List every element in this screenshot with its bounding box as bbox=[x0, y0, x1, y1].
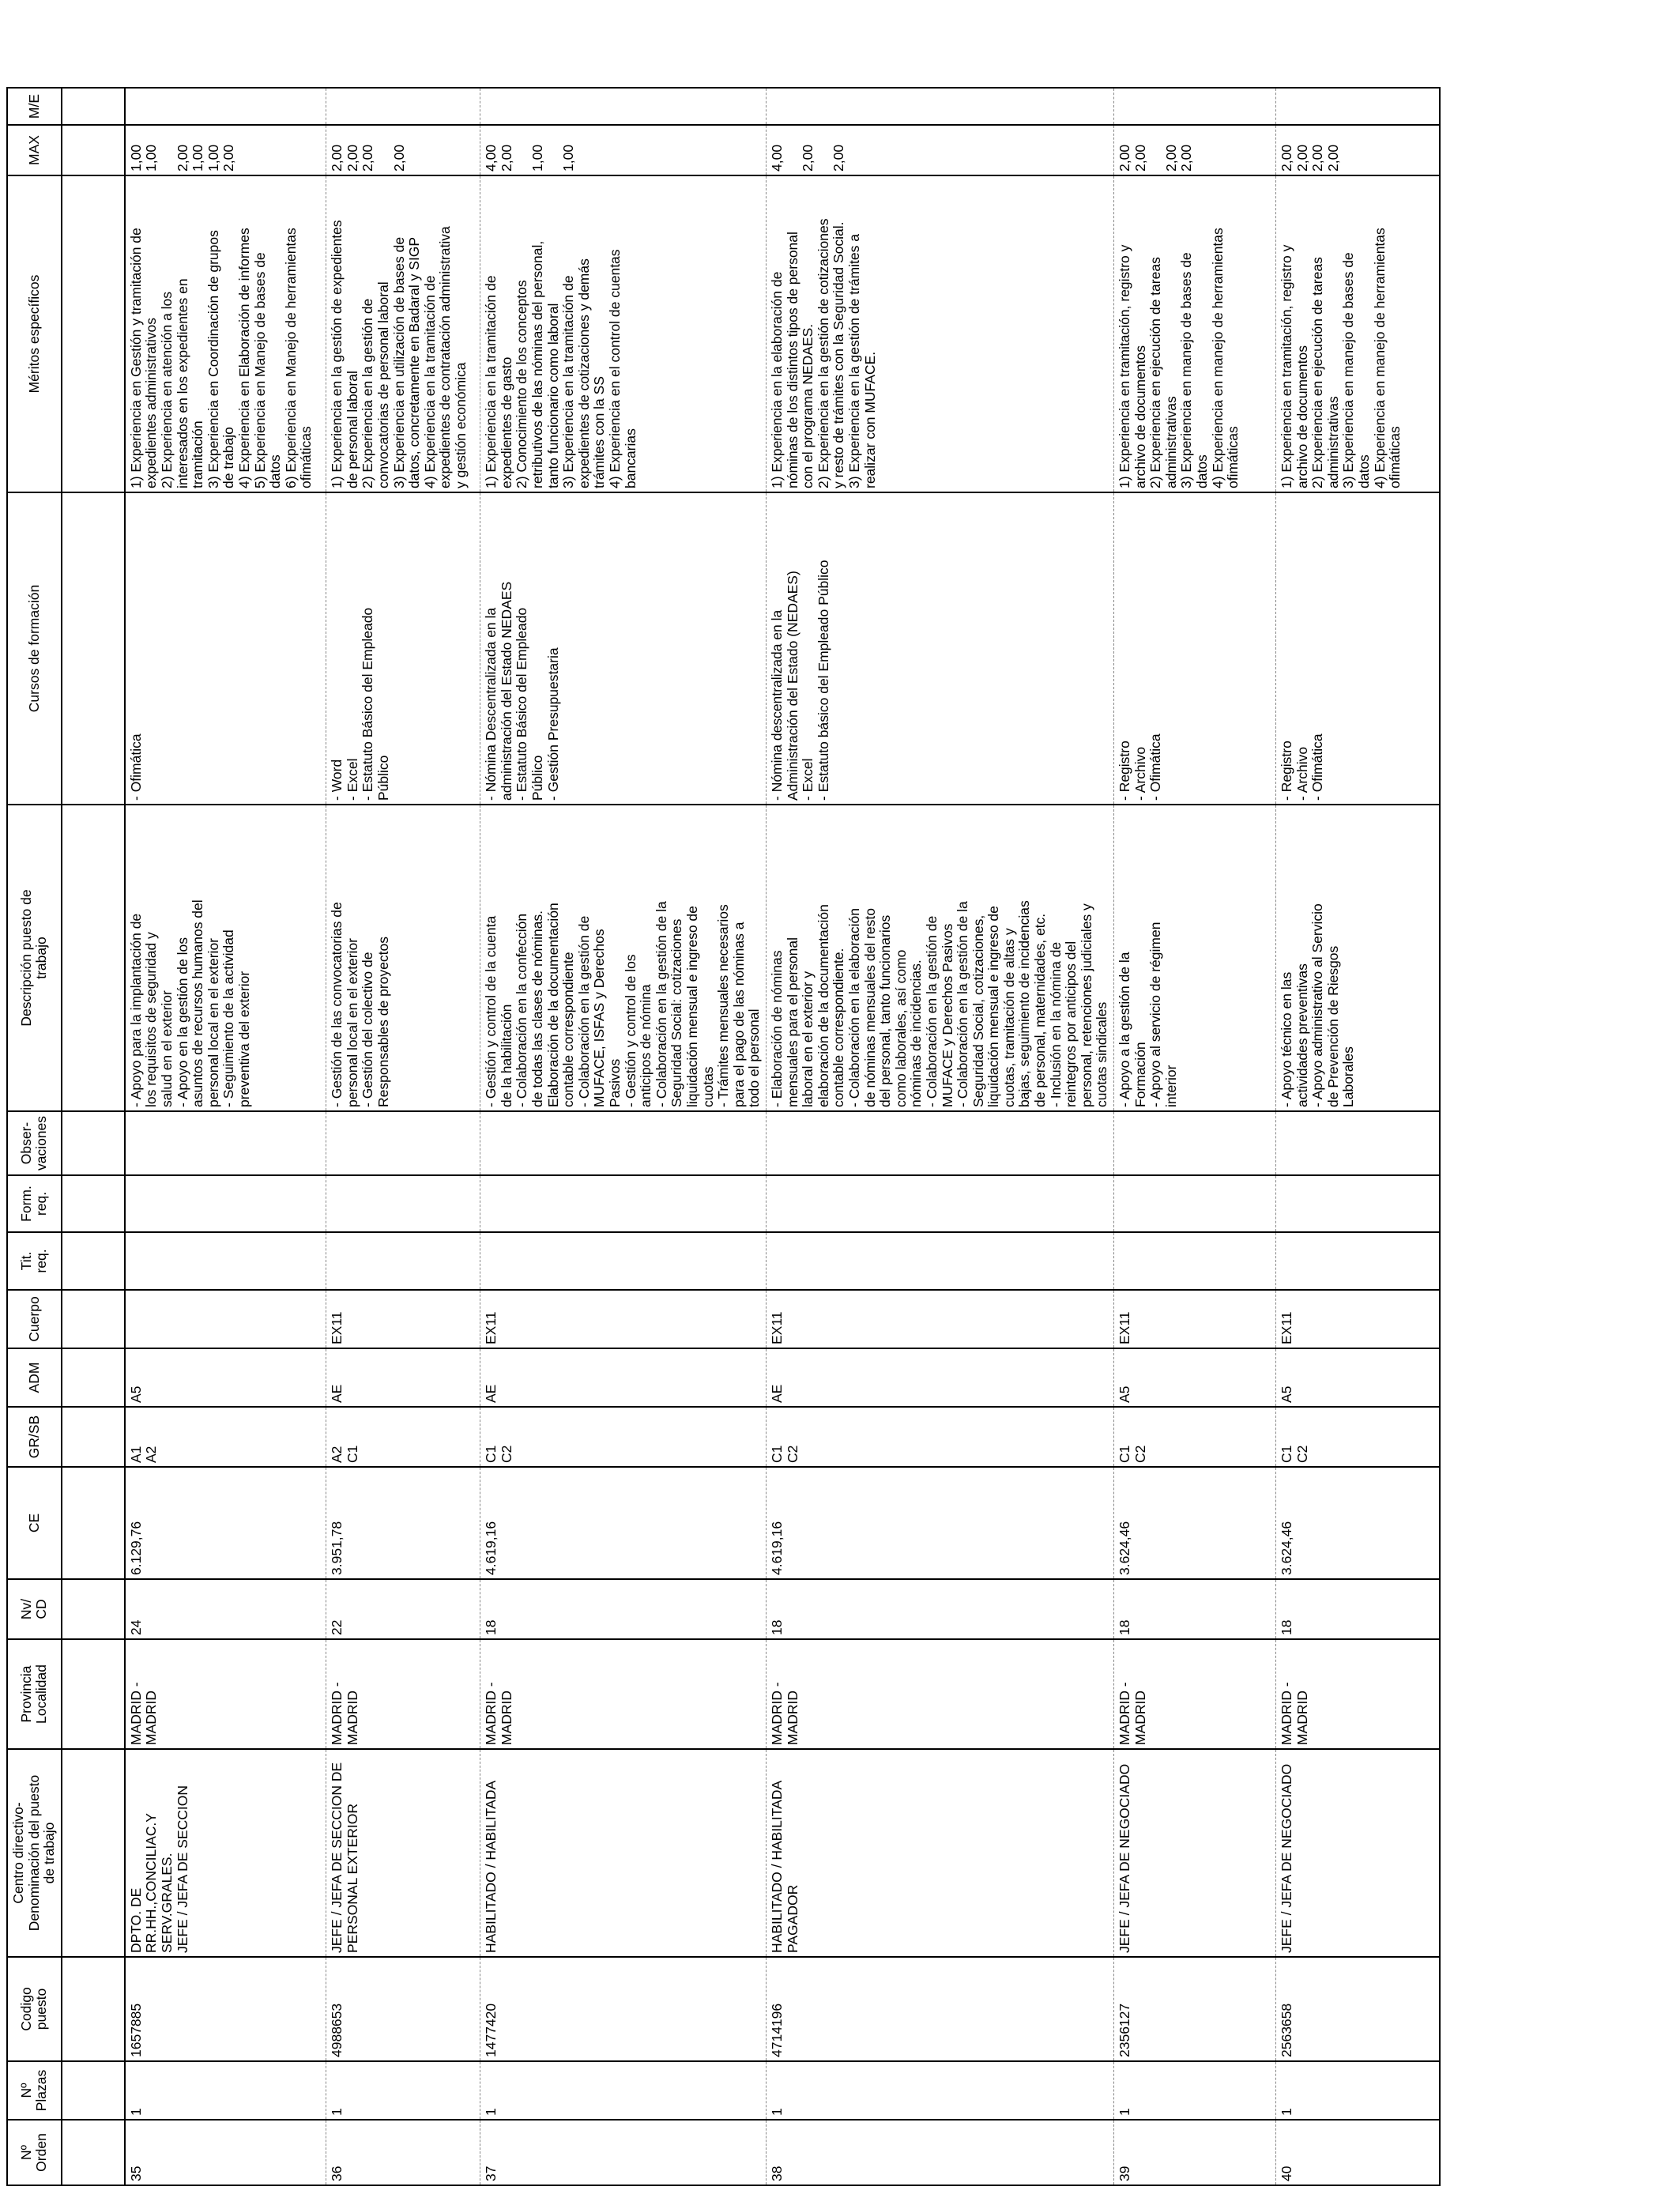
cell-meritos: 1) Experiencia en tramitación, registro y archivo de documentos 2) Experiencia en ejecución de tareas administrativas 3) Experiencia en manejo de bases de datos 4) Experiencia en manejo de herramientas ofimáticas bbox=[1276, 175, 1440, 492]
cell-tit bbox=[766, 1232, 1113, 1290]
cell-descripcion: - Apoyo a la gestión de la Formación - Apoyo al servicio de régimen interior bbox=[1114, 805, 1276, 1111]
cell-form bbox=[1276, 1175, 1440, 1232]
spacer-cell bbox=[62, 88, 125, 125]
header-plazas: Nº Plazas bbox=[7, 2061, 62, 2120]
header-cuerpo: Cuerpo bbox=[7, 1290, 62, 1348]
cell-cursos: - Registro - Archivo - Ofimática bbox=[1276, 492, 1440, 805]
cell-me bbox=[1114, 88, 1276, 125]
cell-provincia: MADRID - MADRID bbox=[766, 1639, 1113, 1749]
cell-obs bbox=[1276, 1111, 1440, 1175]
cell-adm: AE bbox=[480, 1348, 767, 1407]
cell-plazas: 1 bbox=[1276, 2061, 1440, 2120]
cell-max: 4,00 2,00 2,00 bbox=[766, 125, 1113, 175]
spacer-row bbox=[62, 88, 125, 2185]
cell-max: 2,00 2,00 2,00 2,00 bbox=[1114, 125, 1276, 175]
table-row bbox=[125, 88, 326, 2185]
table-row bbox=[1276, 88, 1440, 2185]
table-row bbox=[480, 88, 767, 2185]
cell-grsb: C1 C2 bbox=[1276, 1407, 1440, 1467]
cell-obs bbox=[1114, 1111, 1276, 1175]
cell-provincia: MADRID - MADRID bbox=[125, 1639, 326, 1749]
header-row bbox=[7, 88, 62, 2185]
cell-ce: 3.624,46 bbox=[1114, 1467, 1276, 1579]
cell-meritos: 1) Experiencia en la gestión de expedientes de personal laboral 2) Experiencia en la gestión de convocatorias de personal laboral 3) Experiencia en utilización de bases de datos, concretamente en Badaral y SIGP 4) Experiencia en la tramitación de expedientes de contratación administrativa y gestión económica bbox=[326, 175, 480, 492]
cell-nivel: 18 bbox=[480, 1579, 767, 1639]
cell-plazas: 1 bbox=[480, 2061, 767, 2120]
spacer-cell bbox=[62, 492, 125, 805]
cell-cursos: - Word - Excel - Estatuto Básico del Empleado Público bbox=[326, 492, 480, 805]
cell-centro: JEFE / JEFA DE NEGOCIADO bbox=[1276, 1749, 1440, 1957]
cell-cursos: - Registro - Archivo - Ofimática bbox=[1114, 492, 1276, 805]
cell-form bbox=[1114, 1175, 1276, 1232]
table-row bbox=[766, 88, 1113, 2185]
spacer-cell bbox=[62, 1957, 125, 2061]
cell-ce: 4.619,16 bbox=[480, 1467, 767, 1579]
spacer-cell bbox=[62, 1290, 125, 1348]
cell-centro: DPTO. DE RR.HH.,CONCILIAC.Y SERV.GRALES. JEFE / JEFA DE SECCION bbox=[125, 1749, 326, 1957]
header-descripcion: Descripción puesto de trabajo bbox=[7, 805, 62, 1111]
spacer-cell bbox=[62, 2061, 125, 2120]
cell-form bbox=[766, 1175, 1113, 1232]
cell-ce: 3.624,46 bbox=[1276, 1467, 1440, 1579]
spacer-cell bbox=[62, 1579, 125, 1639]
spacer-cell bbox=[62, 2120, 125, 2185]
cell-ce: 3.951,78 bbox=[326, 1467, 480, 1579]
cell-descripcion: - Apoyo para la implantación de los requisitos de seguridad y salud en el exterior - Apoyo en la gestión de los asuntos de recursos humanos del personal local en el exterior - Seguimiento de la actividad preventiva del exterior bbox=[125, 805, 326, 1111]
cell-provincia: MADRID - MADRID bbox=[326, 1639, 480, 1749]
cell-orden: 35 bbox=[125, 2120, 326, 2185]
cell-provincia: MADRID - MADRID bbox=[1276, 1639, 1440, 1749]
cell-form bbox=[125, 1175, 326, 1232]
cell-tit bbox=[480, 1232, 767, 1290]
cell-obs bbox=[326, 1111, 480, 1175]
cell-codigo: 4714196 bbox=[766, 1957, 1113, 2061]
spacer-cell bbox=[62, 1749, 125, 1957]
cell-obs bbox=[480, 1111, 767, 1175]
cell-centro: JEFE / JEFA DE SECCION DE PERSONAL EXTERIOR bbox=[326, 1749, 480, 1957]
cell-max: 4,00 2,00 1,00 1,00 bbox=[480, 125, 767, 175]
cell-tit bbox=[125, 1232, 326, 1290]
cell-plazas: 1 bbox=[766, 2061, 1113, 2120]
cell-provincia: MADRID - MADRID bbox=[1114, 1639, 1276, 1749]
cell-me bbox=[1276, 88, 1440, 125]
cell-cursos: - Nómina Descentralizada en la administración del Estado NEDAES - Estatuto Básico del Empleado Público - Gestión Presupuestaria bbox=[480, 492, 767, 805]
cell-adm: A5 bbox=[1276, 1348, 1440, 1407]
header-grsb: GR/SB bbox=[7, 1407, 62, 1467]
cell-tit bbox=[1276, 1232, 1440, 1290]
header-cursos: Cursos de formación bbox=[7, 492, 62, 805]
cell-codigo: 2356127 bbox=[1114, 1957, 1276, 2061]
header-ce: CE bbox=[7, 1467, 62, 1579]
cell-codigo: 1657885 bbox=[125, 1957, 326, 2061]
cell-ce: 6.129,76 bbox=[125, 1467, 326, 1579]
cell-centro: HABILITADO / HABILITADA bbox=[480, 1749, 767, 1957]
cell-codigo: 2563658 bbox=[1276, 1957, 1440, 2061]
cell-codigo: 4988653 bbox=[326, 1957, 480, 2061]
cell-nivel: 24 bbox=[125, 1579, 326, 1639]
spacer-cell bbox=[62, 805, 125, 1111]
cell-nivel: 18 bbox=[1276, 1579, 1440, 1639]
cell-ce: 4.619,16 bbox=[766, 1467, 1113, 1579]
cell-grsb: C1 C2 bbox=[766, 1407, 1113, 1467]
cell-max: 2,00 2,00 2,00 2,00 bbox=[326, 125, 480, 175]
cell-orden: 39 bbox=[1114, 2120, 1276, 2185]
cell-orden: 37 bbox=[480, 2120, 767, 2185]
header-orden: Nº Orden bbox=[7, 2120, 62, 2185]
cell-tit bbox=[1114, 1232, 1276, 1290]
cell-adm: AE bbox=[766, 1348, 1113, 1407]
cell-plazas: 1 bbox=[326, 2061, 480, 2120]
cell-codigo: 1477420 bbox=[480, 1957, 767, 2061]
cell-obs bbox=[125, 1111, 326, 1175]
cell-grsb: C1 C2 bbox=[480, 1407, 767, 1467]
cell-meritos: 1) Experiencia en la elaboración de nóminas de los distintos tipos de personal con el programa NEDAES. 2) Experiencia en la gestión de cotizaciones y resto de trámites con la Seguridad Social. 3) Experiencia en la gestión de trámites a realizar con MUFACE. bbox=[766, 175, 1113, 492]
cell-descripcion: - Gestión de las convocatorias de personal local en el exterior - Gestión del colectivo de Responsables de proyectos bbox=[326, 805, 480, 1111]
cell-meritos: 1) Experiencia en Gestión y tramitación de expedientes administrativos 2) Experiencia en atención a los interesados en los expedientes en tramitación 3) Experiencia en Coordinación de grupos de trabajo 4) Experiencia en Elaboración de informes 5) Experiencia en Manejo de bases de datos 6) Experiencia en Manejo de herramientas ofimáticas bbox=[125, 175, 326, 492]
spacer-cell bbox=[62, 1175, 125, 1232]
header-obs: Obser- vaciones bbox=[7, 1111, 62, 1175]
cell-cursos: - Ofimática bbox=[125, 492, 326, 805]
spacer-cell bbox=[62, 175, 125, 492]
cell-cuerpo: EX11 bbox=[1276, 1290, 1440, 1348]
cell-grsb: A2 C1 bbox=[326, 1407, 480, 1467]
cell-nivel: 18 bbox=[766, 1579, 1113, 1639]
cell-max: 2,00 2,00 2,00 2,00 bbox=[1276, 125, 1440, 175]
cell-obs bbox=[766, 1111, 1113, 1175]
header-nivel: Nv/ CD bbox=[7, 1579, 62, 1639]
spacer-cell bbox=[62, 1639, 125, 1749]
table-row bbox=[326, 88, 480, 2185]
cell-grsb: C1 C2 bbox=[1114, 1407, 1276, 1467]
cell-cursos: - Nómina descentralizada en la Administración del Estado (NEDAES) - Excel - Estatuto básico del Empleado Público bbox=[766, 492, 1113, 805]
spacer-cell bbox=[62, 1348, 125, 1407]
cell-provincia: MADRID - MADRID bbox=[480, 1639, 767, 1749]
cell-plazas: 1 bbox=[1114, 2061, 1276, 2120]
cell-meritos: 1) Experiencia en la tramitación de expedientes de gasto 2) Conocimiento de los conceptos retributivos de las nóminas del personal, tanto funcionario como laboral 3) Experiencia en la tramitación de expedientes de cotizaciones y demás trámites con la SS 4) Experiencia en el control de cuentas bancarias bbox=[480, 175, 767, 492]
cell-form bbox=[326, 1175, 480, 1232]
cell-centro: HABILITADO / HABILITADA PAGADOR bbox=[766, 1749, 1113, 1957]
cell-adm: AE bbox=[326, 1348, 480, 1407]
cell-nivel: 22 bbox=[326, 1579, 480, 1639]
cell-adm: A5 bbox=[125, 1348, 326, 1407]
cell-descripcion: - Apoyo técnico en las actividades preventivas - Apoyo administrativo al Servicio de Prevención de Riesgos Laborales bbox=[1276, 805, 1440, 1111]
cell-orden: 36 bbox=[326, 2120, 480, 2185]
cell-orden: 40 bbox=[1276, 2120, 1440, 2185]
cell-cuerpo bbox=[125, 1290, 326, 1348]
cell-cuerpo: EX11 bbox=[1114, 1290, 1276, 1348]
header-codigo: Codigo puesto bbox=[7, 1957, 62, 2061]
cell-form bbox=[480, 1175, 767, 1232]
cell-me bbox=[766, 88, 1113, 125]
header-max: MAX bbox=[7, 125, 62, 175]
cell-orden: 38 bbox=[766, 2120, 1113, 2185]
spacer-cell bbox=[62, 1407, 125, 1467]
positions-table bbox=[6, 87, 1441, 2186]
cell-meritos: 1) Experiencia en tramitación, registro y archivo de documentos 2) Experiencia en ejecución de tareas administrativas 3) Experiencia en manejo de bases de datos 4) Experiencia en manejo de herramientas ofimáticas bbox=[1114, 175, 1276, 492]
cell-descripcion: - Gestión y control de la cuenta de la habilitación - Colaboración en la confección de todas las clases de nóminas. Elaboración de la documentación contable correspondiente - Colaboración en la gestión de MUFACE, ISFAS y Derechos Pasivos - Gestión y control de los anticipos de nómina - Colaboración en la gestión de la Seguridad Social: cotizaciones liquidación mensual e ingreso de cuotas - Trámites mensuales necesarios para el pago de las nóminas a todo el personal bbox=[480, 805, 767, 1111]
cell-cuerpo: EX11 bbox=[766, 1290, 1113, 1348]
cell-plazas: 1 bbox=[125, 2061, 326, 2120]
cell-nivel: 18 bbox=[1114, 1579, 1276, 1639]
cell-cuerpo: EX11 bbox=[326, 1290, 480, 1348]
spacer-cell bbox=[62, 1111, 125, 1175]
spacer-cell bbox=[62, 1232, 125, 1290]
cell-centro: JEFE / JEFA DE NEGOCIADO bbox=[1114, 1749, 1276, 1957]
header-centro: Centro directivo- Denominación del puesto de trabajo bbox=[7, 1749, 62, 1957]
cell-grsb: A1 A2 bbox=[125, 1407, 326, 1467]
header-form: Form. req. bbox=[7, 1175, 62, 1232]
table-row bbox=[1114, 88, 1276, 2185]
cell-tit bbox=[326, 1232, 480, 1290]
cell-descripcion: - Elaboración de nóminas mensuales para el personal laboral en el exterior y elaboración de la documentación contable correspondiente. - Colaboración en la elaboración de nóminas mensuales del resto del personal, tanto funcionarios como laborales, así como nóminas de incidencias. - Colaboración en la gestión de MUFACE y Derechos Pasivos - Colaboración en la gestión de la Seguridad Social, cotizaciones, liquidación mensual e ingreso de cuotas, tramitación de altas y bajas, seguimiento de incidencias de personal, maternidades, etc. - Inclusión en la nómina de reintegros por anticipos del personal, retenciones judiciales y cuotas sindicales bbox=[766, 805, 1113, 1111]
cell-me bbox=[480, 88, 767, 125]
cell-adm: A5 bbox=[1114, 1348, 1276, 1407]
cell-me bbox=[125, 88, 326, 125]
header-meritos: Méritos específicos bbox=[7, 175, 62, 492]
cell-cuerpo: EX11 bbox=[480, 1290, 767, 1348]
header-tit: Tit. req. bbox=[7, 1232, 62, 1290]
header-adm: ADM bbox=[7, 1348, 62, 1407]
header-provincia: Provincia Localidad bbox=[7, 1639, 62, 1749]
spacer-cell bbox=[62, 1467, 125, 1579]
spacer-cell bbox=[62, 125, 125, 175]
cell-me bbox=[326, 88, 480, 125]
cell-max: 1,00 1,00 2,00 1,00 1,00 2,00 bbox=[125, 125, 326, 175]
header-me: M/E bbox=[7, 88, 62, 125]
